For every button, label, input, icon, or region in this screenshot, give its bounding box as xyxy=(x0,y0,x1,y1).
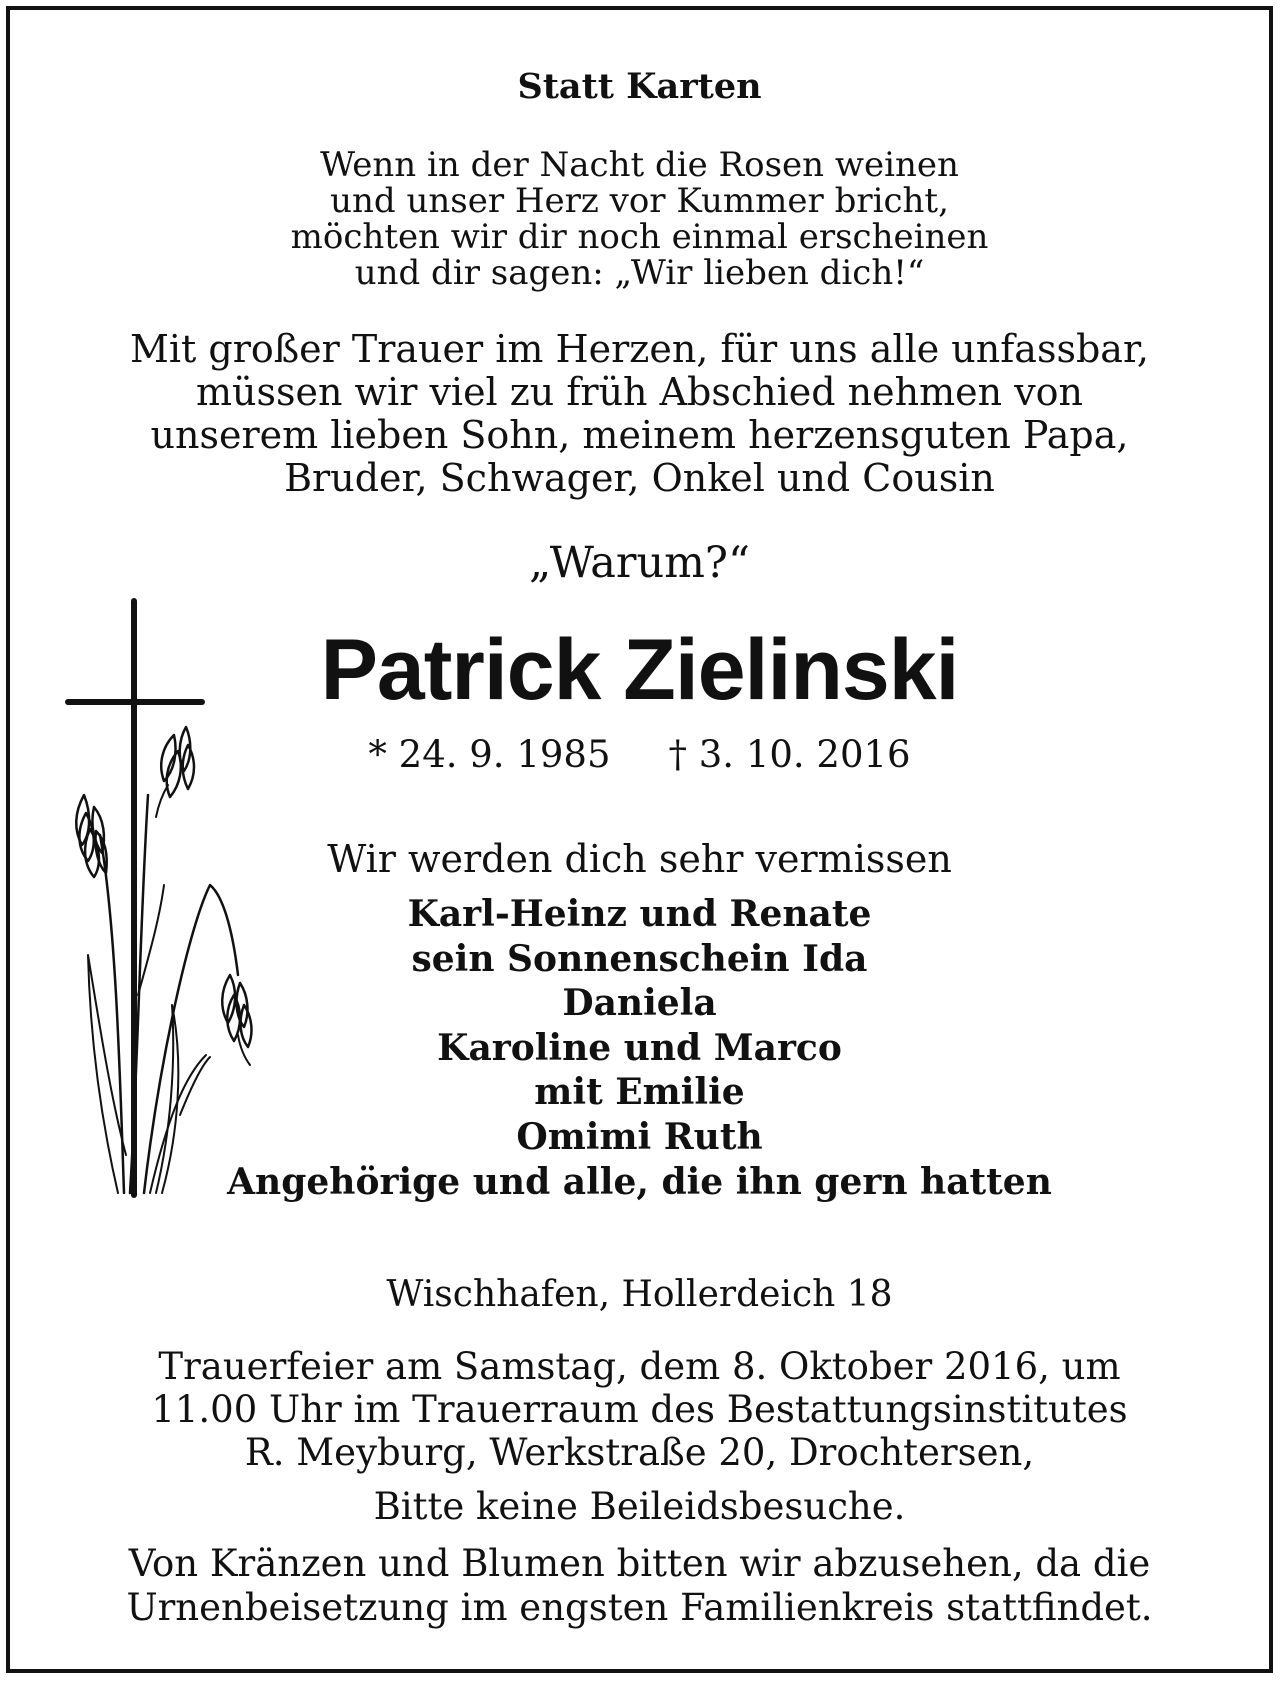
birth-date: * 24. 9. 1985 xyxy=(368,733,611,776)
ceremony-line: 11.00 Uhr im Trauerraum des Bestattungsinstitutes xyxy=(151,1388,1128,1431)
mourner: Karl-Heinz und Renate xyxy=(407,893,872,935)
no-condolences: Bitte keine Beileidsbesuche. xyxy=(373,1485,906,1528)
poem-line: und unser Herz vor Kummer bricht, xyxy=(330,181,949,221)
intro-line: Mit großer Trauer im Herzen, für uns alle unfassbar, xyxy=(129,327,1150,371)
ceremony-line: R. Meyburg, Werkstraße 20, Drochtersen, xyxy=(244,1431,1035,1474)
cross-with-wheat-icon xyxy=(60,595,280,1205)
mourner: Daniela xyxy=(562,982,717,1025)
ceremony-line: Trauerfeier am Samstag, dem 8. Oktober 2016, um xyxy=(158,1345,1121,1388)
intro-line: müssen wir viel zu früh Abschied nehmen von xyxy=(195,370,1084,414)
poem-line: und dir sagen: „Wir lieben dich!“ xyxy=(354,253,925,293)
poem-line: Wenn in der Nacht die Rosen weinen xyxy=(320,145,959,185)
mourner: sein Sonnenschein Ida xyxy=(411,937,868,980)
miss-line: Wir werden dich sehr vermissen xyxy=(327,837,952,881)
intro-text xyxy=(10,328,1269,500)
heading: Statt Karten xyxy=(517,66,762,107)
ceremony-details xyxy=(10,1345,1269,1474)
poem xyxy=(10,147,1269,291)
intro-line: Bruder, Schwager, Onkel und Cousin xyxy=(284,456,995,500)
poem-line: möchten wir dir noch einmal erscheinen xyxy=(290,217,989,257)
quote: „Warum?“ xyxy=(529,538,750,588)
obituary-frame xyxy=(6,6,1273,1673)
mourner: Karoline und Marco xyxy=(437,1026,842,1069)
flowers-line: Von Kränzen und Blumen bitten wir abzusehen, da die xyxy=(128,1542,1151,1585)
mourner: Omimi Ruth xyxy=(516,1115,763,1158)
deceased-name: Patrick Zielinski xyxy=(320,622,959,718)
flowers-note xyxy=(10,1542,1269,1630)
flowers-line: Urnenbeisetzung im engsten Familienkreis stattfindet. xyxy=(126,1586,1153,1629)
mourner: mit Emilie xyxy=(534,1071,745,1114)
intro-line: unserem lieben Sohn, meinem herzensguten Papa, xyxy=(150,413,1129,457)
address: Wischhafen, Hollerdeich 18 xyxy=(386,1274,893,1315)
death-date: † 3. 10. 2016 xyxy=(668,733,911,776)
mourner: Angehörige und alle, die ihn gern hatten xyxy=(227,1160,1052,1203)
